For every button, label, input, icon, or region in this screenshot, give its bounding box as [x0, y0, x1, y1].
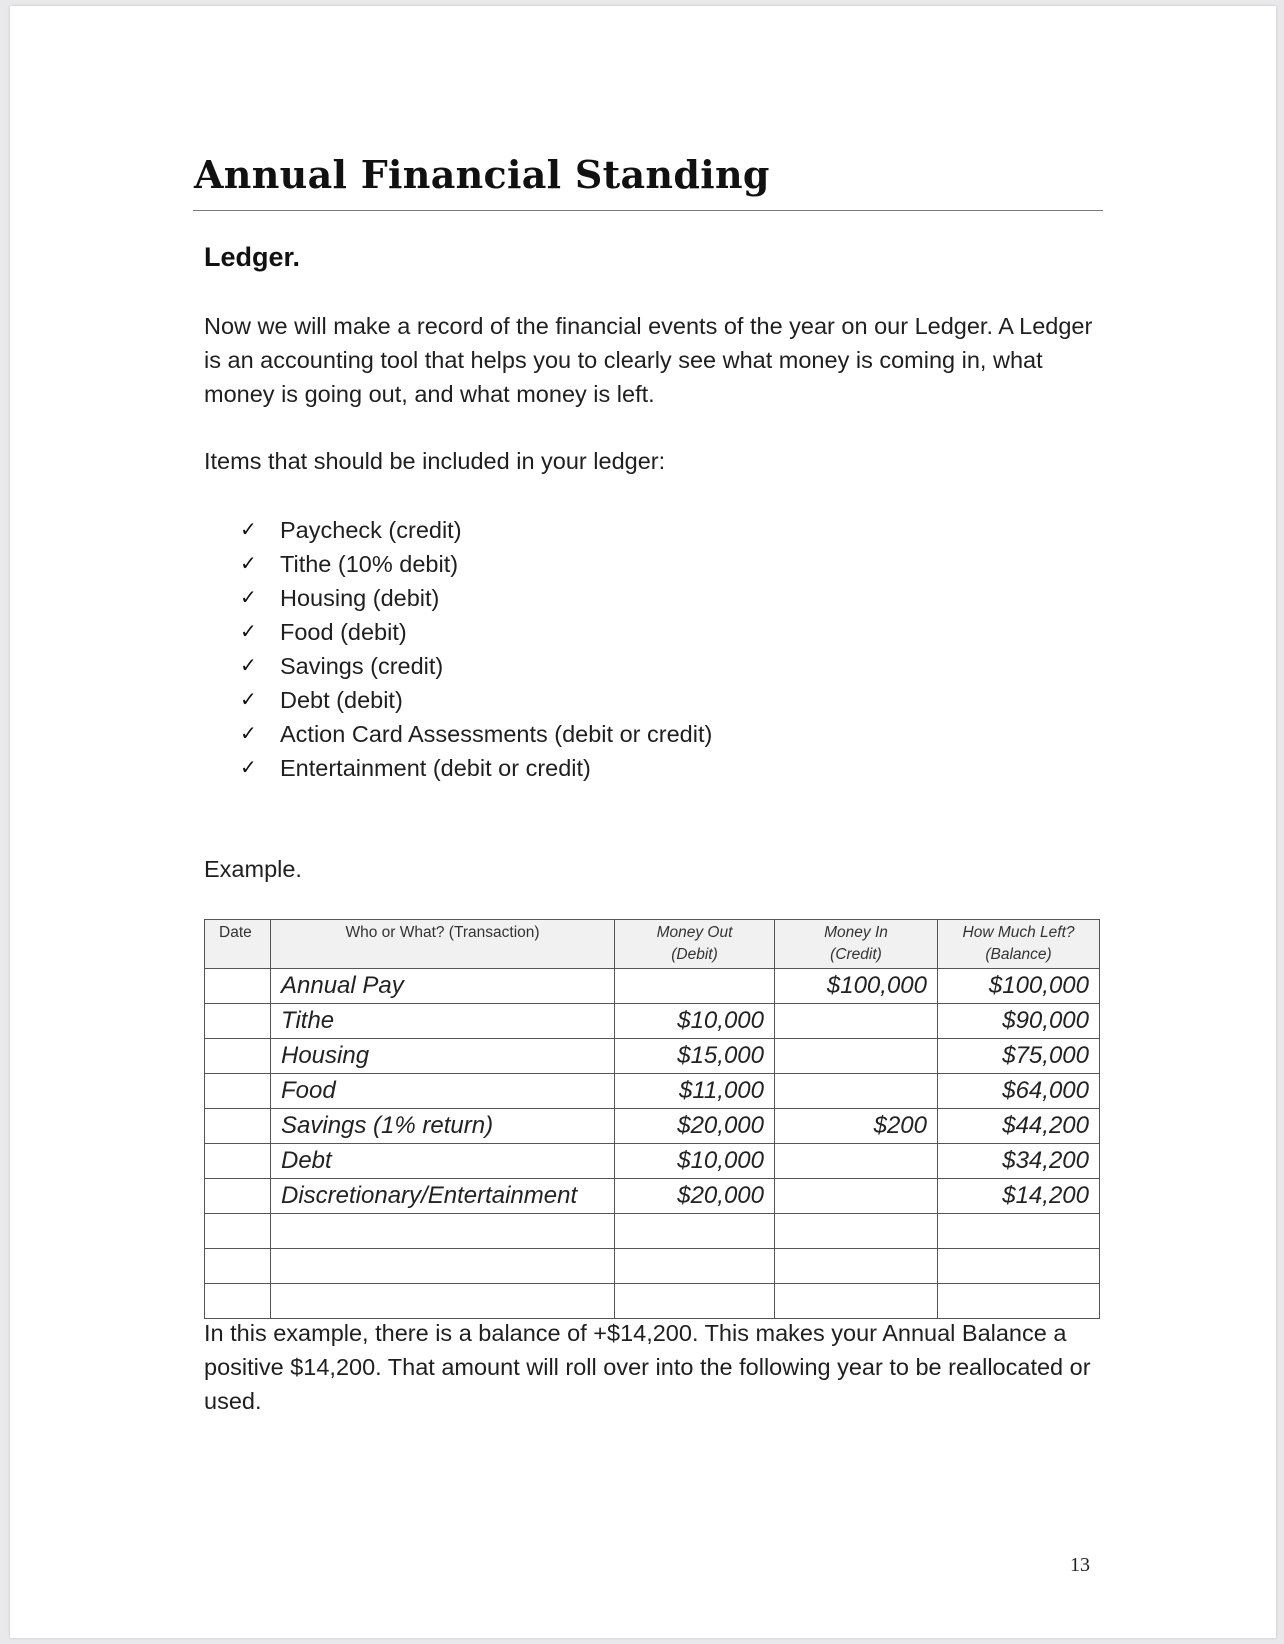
checklist-item-label: Debt (debit)	[280, 687, 403, 713]
cell-money-out: $20,000	[615, 1179, 775, 1214]
cell-date	[205, 969, 271, 1004]
table-row	[205, 1179, 1100, 1214]
header-balance: How Much Left? (Balance)	[938, 920, 1100, 969]
example-label: Example.	[204, 856, 302, 882]
table-row	[205, 1109, 1100, 1144]
cell-money-in	[775, 1039, 938, 1074]
items-intro: Items that should be included in your ledger:	[204, 448, 666, 474]
table-row	[205, 1039, 1100, 1074]
cell-transaction: Debt	[271, 1144, 615, 1179]
cell-money-in	[775, 1074, 938, 1109]
checkmark-icon: ✓	[240, 689, 257, 711]
table-row	[205, 1144, 1100, 1179]
cell-date	[205, 1214, 271, 1249]
cell-money-out: $10,000	[615, 1004, 775, 1039]
checklist-item	[240, 547, 712, 581]
cell-transaction: Annual Pay	[271, 969, 615, 1004]
checklist-item-label: Food (debit)	[280, 619, 407, 645]
section-heading: Ledger.	[204, 242, 301, 272]
cell-balance: $64,000	[938, 1074, 1100, 1109]
cell-date	[205, 1284, 271, 1319]
cell-transaction	[271, 1214, 615, 1249]
page-number: 13	[1070, 1554, 1090, 1576]
checklist-item	[240, 513, 712, 547]
checkmark-icon: ✓	[240, 757, 257, 779]
document-page	[10, 6, 1276, 1638]
header-transaction: Who or What? (Transaction)	[271, 920, 615, 969]
cell-money-out	[615, 1214, 775, 1249]
checklist-item	[240, 649, 712, 683]
summary-paragraph: In this example, there is a balance of +$14,200. This makes your Annual Balance a positive $14,200. That amount will roll over into the following year to be reallocated or used.	[204, 1320, 1091, 1414]
ledger-table	[204, 919, 1100, 1319]
cell-transaction: Savings (1% return)	[271, 1109, 615, 1144]
cell-balance	[938, 1284, 1100, 1319]
cell-money-in	[775, 1249, 938, 1284]
cell-money-in	[775, 1144, 938, 1179]
table-row	[205, 1004, 1100, 1039]
cell-money-in: $100,000	[775, 969, 938, 1004]
cell-money-in	[775, 1284, 938, 1319]
cell-money-out: $11,000	[615, 1074, 775, 1109]
checklist-item	[240, 683, 712, 717]
cell-money-out	[615, 1284, 775, 1319]
title-divider	[193, 210, 1103, 211]
cell-balance: $75,000	[938, 1039, 1100, 1074]
cell-date	[205, 1109, 271, 1144]
checkmark-icon: ✓	[240, 519, 257, 541]
cell-balance	[938, 1249, 1100, 1284]
checklist-item-label: Housing (debit)	[280, 585, 440, 611]
cell-transaction: Food	[271, 1074, 615, 1109]
checkmark-icon: ✓	[240, 621, 257, 643]
header-money-out: Money Out (Debit)	[615, 920, 775, 969]
header-money-in: Money In (Credit)	[775, 920, 938, 969]
checklist-item-label: Savings (credit)	[280, 653, 444, 679]
header-date: Date	[205, 920, 271, 969]
cell-transaction: Tithe	[271, 1004, 615, 1039]
checklist-item-label: Action Card Assessments (debit or credit)	[280, 721, 713, 747]
cell-date	[205, 1144, 271, 1179]
cell-money-out	[615, 1249, 775, 1284]
cell-transaction: Housing	[271, 1039, 615, 1074]
items-checklist	[240, 513, 712, 785]
cell-money-in	[775, 1214, 938, 1249]
cell-transaction	[271, 1284, 615, 1319]
cell-money-out: $20,000	[615, 1109, 775, 1144]
cell-date	[205, 1179, 271, 1214]
checklist-item-label: Tithe (10% debit)	[280, 551, 459, 577]
cell-balance: $44,200	[938, 1109, 1100, 1144]
table-row	[205, 969, 1100, 1004]
checkmark-icon: ✓	[240, 587, 257, 609]
checklist-item	[240, 751, 712, 785]
cell-money-in	[775, 1004, 938, 1039]
checkmark-icon: ✓	[240, 723, 257, 745]
cell-balance: $34,200	[938, 1144, 1100, 1179]
checklist-item-label: Paycheck (credit)	[280, 517, 462, 543]
cell-money-out: $10,000	[615, 1144, 775, 1179]
checklist-item	[240, 717, 712, 751]
cell-money-out	[615, 969, 775, 1004]
cell-transaction	[271, 1249, 615, 1284]
cell-money-in	[775, 1179, 938, 1214]
cell-money-in: $200	[775, 1109, 938, 1144]
cell-money-out: $15,000	[615, 1039, 775, 1074]
table-row	[205, 1284, 1100, 1319]
cell-date	[205, 1039, 271, 1074]
checklist-item-label: Entertainment (debit or credit)	[280, 755, 591, 781]
cell-date	[205, 1074, 271, 1109]
cell-balance: $90,000	[938, 1004, 1100, 1039]
ledger-header-row	[205, 920, 1100, 969]
cell-date	[205, 1249, 271, 1284]
checkmark-icon: ✓	[240, 655, 257, 677]
table-row	[205, 1214, 1100, 1249]
cell-balance: $14,200	[938, 1179, 1100, 1214]
cell-balance	[938, 1214, 1100, 1249]
cell-date	[205, 1004, 271, 1039]
cell-transaction: Discretionary/Entertainment	[271, 1179, 615, 1214]
checkmark-icon: ✓	[240, 553, 257, 575]
checklist-item	[240, 615, 712, 649]
table-row	[205, 1249, 1100, 1284]
checklist-item	[240, 581, 712, 615]
intro-paragraph: Now we will make a record of the financial events of the year on our Ledger. A Ledger is an accounting tool that helps you to clearly see what money is coming in, what money is going out, and what money is left.	[204, 313, 1093, 407]
table-row	[205, 1074, 1100, 1109]
cell-balance: $100,000	[938, 969, 1100, 1004]
page-title: Annual Financial Standing	[194, 152, 770, 197]
